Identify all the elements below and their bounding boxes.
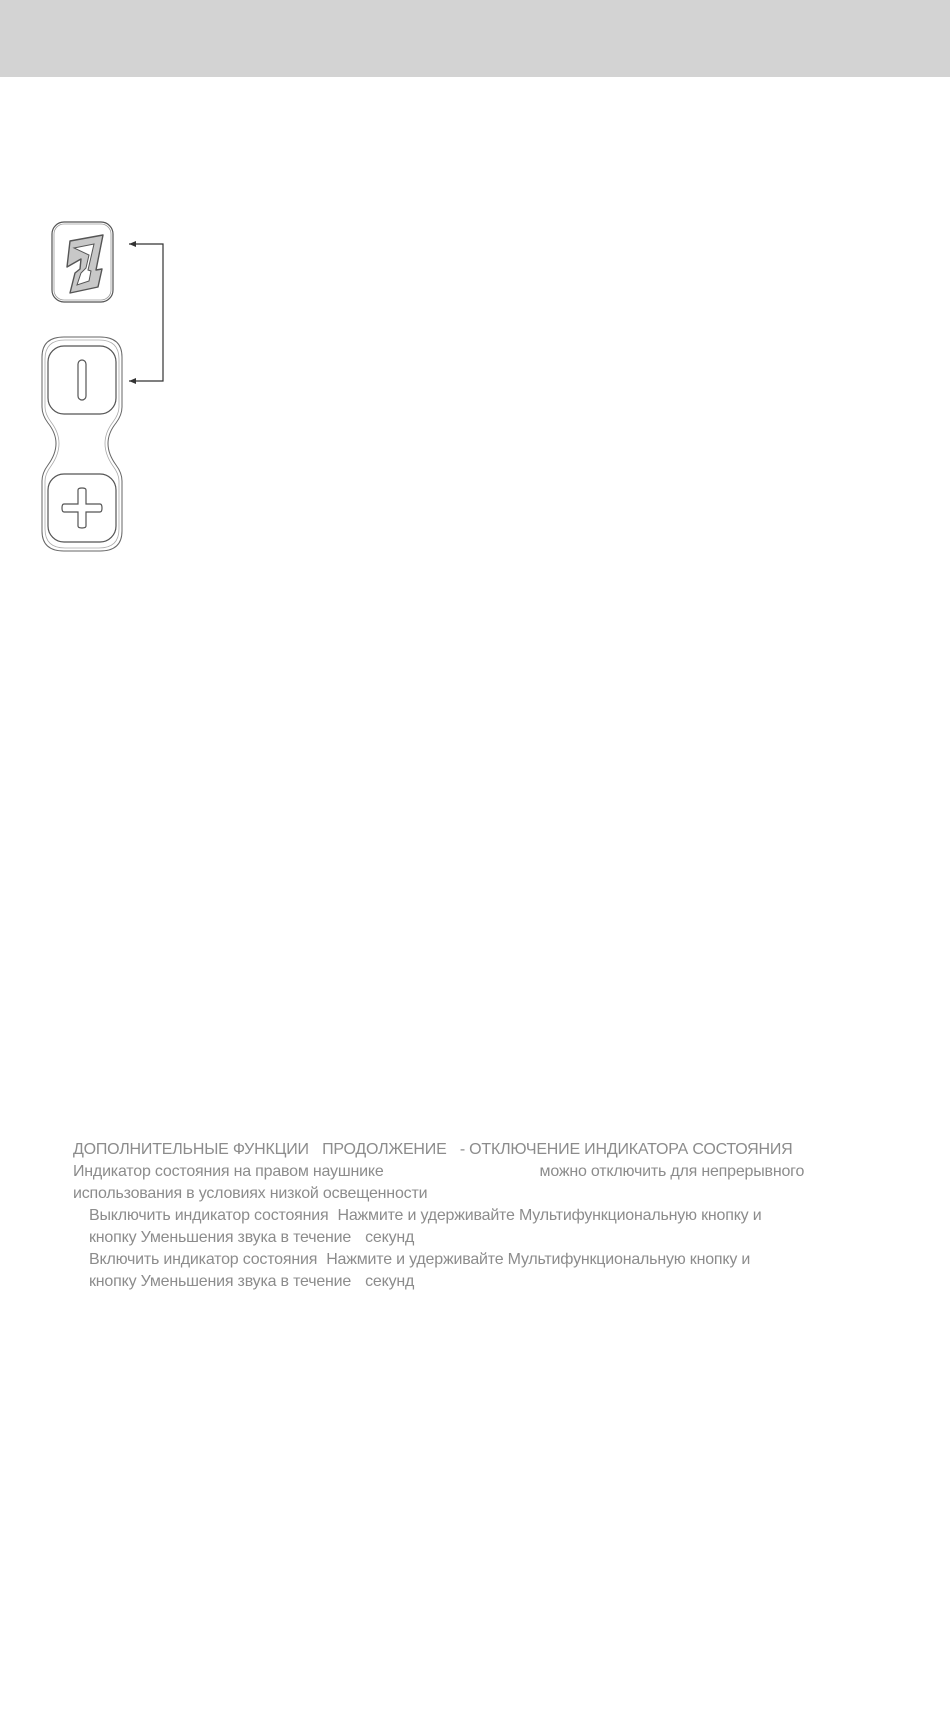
intro-line-2: [73, 1183, 893, 1205]
volume-up-button: [48, 474, 116, 542]
heading-part-2: ПРОДОЛЖЕНИЕ: [322, 1141, 447, 1158]
multifunction-button: [52, 222, 113, 302]
step-1-label: Выключить индикатор состояния: [89, 1207, 329, 1224]
heading-part-3: - ОТКЛЮЧЕНИЕ ИНДИКАТОРА СОСТОЯНИЯ: [459, 1141, 793, 1158]
step-1-text: Нажмите и удерживайте Мультифункциональную кнопку и: [337, 1207, 762, 1224]
bracket-arrows: [129, 244, 163, 381]
intro-line-1: [73, 1161, 893, 1183]
heading-part-1: ДОПОЛНИТЕЛЬНЫЕ ФУНКЦИИ: [73, 1141, 309, 1158]
intro-text-c: использования в условиях низкой освещенности: [73, 1185, 428, 1202]
button-diagram: [36, 215, 176, 560]
top-bar: [0, 0, 950, 77]
step-2-label: Включить индикатор состояния: [89, 1251, 318, 1268]
arrow-head-top: [129, 241, 136, 247]
section-heading: [73, 1139, 893, 1161]
minus-icon: [78, 360, 86, 400]
step-2-text: Нажмите и удерживайте Мультифункциональную кнопку и: [326, 1251, 751, 1268]
step-2-line-1: [73, 1249, 893, 1271]
intro-text-b: можно отключить для непрерывного: [539, 1163, 805, 1180]
logo-icon: [67, 235, 103, 293]
arrow-head-bottom: [129, 378, 136, 384]
step-1-seconds: секунд: [365, 1229, 415, 1246]
step-2-text-cont: кнопку Уменьшения звука в течение: [89, 1273, 352, 1290]
step-1-line-1: [73, 1205, 893, 1227]
volume-down-button: [48, 346, 116, 414]
step-2-line-2: [73, 1271, 893, 1293]
step-1-text-cont: кнопку Уменьшения звука в течение: [89, 1229, 352, 1246]
intro-text-a: Индикатор состояния на правом наушнике: [73, 1163, 384, 1180]
step-2-seconds: секунд: [365, 1273, 415, 1290]
status-indicator-section: [73, 1139, 893, 1293]
step-1-line-2: [73, 1227, 893, 1249]
